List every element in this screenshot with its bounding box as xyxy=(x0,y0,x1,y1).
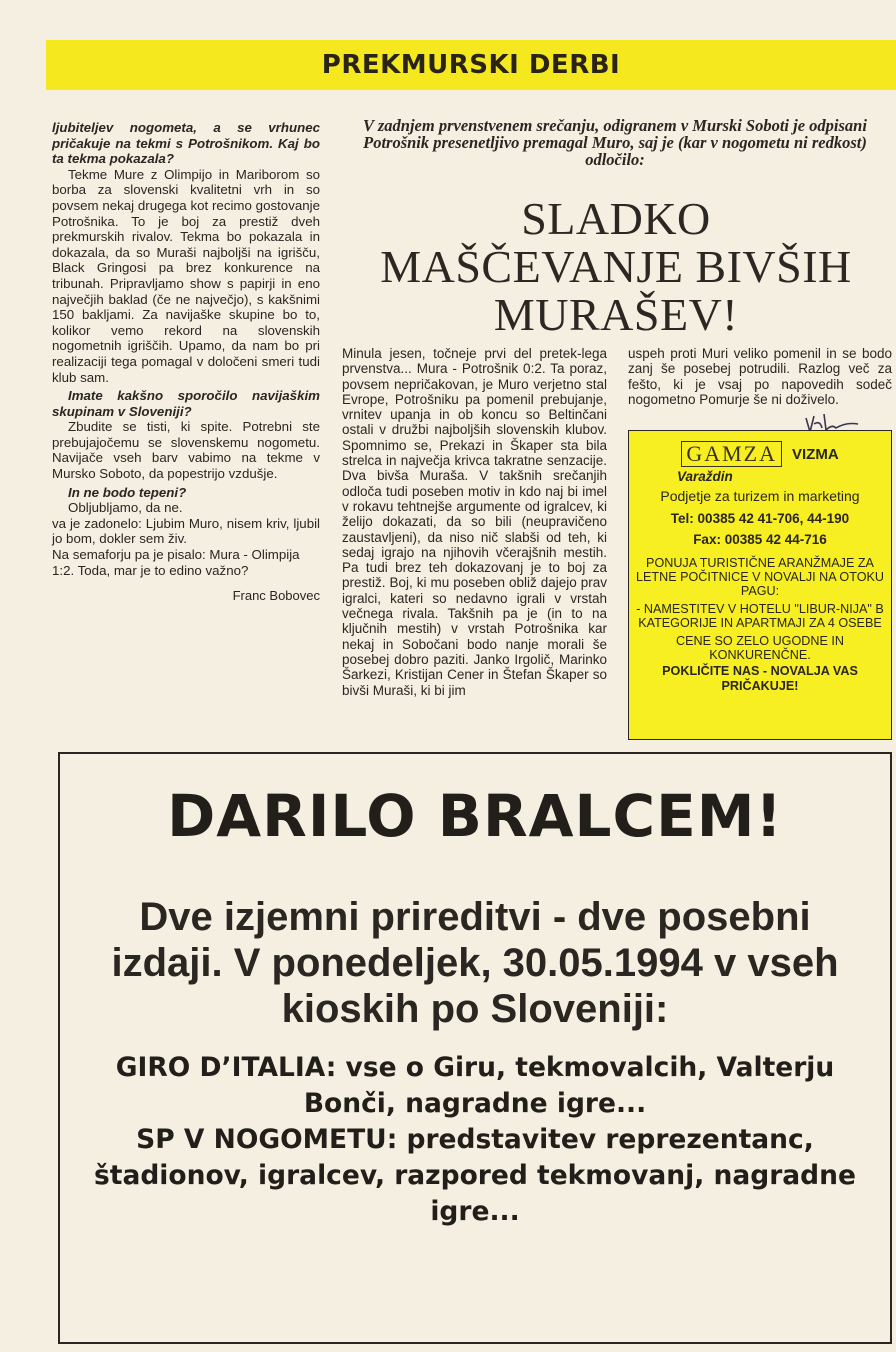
reader-gift-promo xyxy=(58,752,892,1344)
question-3: In ne bodo tepeni? xyxy=(68,484,187,500)
article-body-text: Minula jesen, točneje prvi del pretek-lega prvenstva... Mura - Potrošnik 0:2. Ta poraz, povsem nepričakovan, je Muro verjetno stal Evrope, Potrošniku pa pomenil prebujanje, vrnitev upanja in ob koncu so Beltinčani ostali v družbi najboljših slovenskih klubov. Spomnimo se, Prekazi in Škaper sta bila strelca in največja krivca takratne senzacije. Dva bivša Muraša. V takšnih srečanjih odloča tudi poseben motiv in kdo naj bi imel v rokavu tehtnejše argumente od igralcev, ki želijo dokazati, da so bili (neupravičeno zaustavljeni), da niso nič slabši od teh, ki sedaj igrajo na njihovih včerajšnih mestih. Pa tudi brez teh dokazovanj je to boj za prestiž. Boj, ki mu poseben obliž dajejo prav igralci, kateri so nedavno igrali v vrstah večnega rivala. Takšnih pa je (in to na ključnih mestih) v vrstah Potrošnika kar nekaj in Sobočani bodo nanje morali še posebej dobro paziti. Janko Irgolič, Marinko Šarkezi, Kristijan Cener in Štefan Škaper so bivši Muraši, ki bi jim xyxy=(342,346,607,698)
promo-body: Dve izjemni prireditvi - dve posebni izdaji. V ponedeljek, 30.05.1994 v vseh kioskih po Sloveniji: xyxy=(111,895,839,1031)
ad-fax: Fax: 00385 42 44-716 xyxy=(693,532,827,547)
ad-price-note: CENE SO ZELO UGODNE IN KONKURENČNE. xyxy=(676,634,844,662)
interview-column xyxy=(52,117,320,604)
ad-offer-details: - NAMESTITEV V HOTELU "LIBUR-NIJA" B KATEGORIJE IN APARTMAJI ZA 4 OSEBE xyxy=(636,602,884,630)
answer-2: Zbudite se tisti, ki spite. Potrebni ste prebujajočemu se slovenskemu nogometu. Navijače vseh barv vabimo na tekme v Mursko Soboto, da popestrijo vzdušje. xyxy=(52,419,320,482)
headline-line-3: MURAŠEV! xyxy=(493,289,739,340)
paragraph-chant: va je zadonelo: Ljubim Muro, nisem kriv, ljubil jo bom, dokler sem živ. xyxy=(52,515,320,547)
section-title: PREKMURSKI DERBI xyxy=(321,50,621,80)
article-headline xyxy=(340,195,892,339)
ad-header xyxy=(629,441,891,467)
question-2: Imate kakšno sporočilo navijaškim skupinam v Sloveniji? xyxy=(52,388,320,419)
section-banner xyxy=(46,40,896,90)
headline-line-1: SLADKO xyxy=(521,193,711,244)
answer-1: Tekme Mure z Olimpijo in Mariborom so borba za slovenski kvalitetni vrh in so povsem nekaj drugega kot recimo gostovanje Potrošnika. To je boj za prestiž dveh prekmurskih rivalov. Tekma bo pokazala in dokazala, da so Muraši najboljši na igrišču, Black Gringosi pa brez konkurence na tribunah. Pripravljamo show s papirji in eno največjih baklad (če ne največjo), s kakšnimi 150 bakljami. Za navijaške skupine bo to, kolikor vemo rekord na slovenskih nogometnih igriščih. Upamo, da nam bo pri realizaciji tega pomagal v določeni smeri tudi klub sam. xyxy=(52,166,320,385)
paragraph-score: Na semaforju pa je pisalo: Mura - Olimpija 1:2. Toda, mar je to edino važno? xyxy=(52,547,300,578)
ad-brand: VIZMA xyxy=(792,445,839,463)
promo-title: DARILO BRALCEM! xyxy=(167,782,783,850)
ad-tagline: Podjetje za turizem in marketing xyxy=(660,488,860,504)
ad-city: Varaždin xyxy=(677,469,733,484)
article-body-text-continued: uspeh proti Muri veliko pomenil in se bodo zanj še posebej potrudili. Razlog več za fešto, ki je vsaj po napovedih sodeč nogometno Pomurje še ni doživelo. xyxy=(628,346,892,407)
article-body-column-2 xyxy=(628,346,892,407)
question-1: ljubiteljev nogometa, a se vrhunec pričakuje na tekmi s Potrošnikom. Kaj bo ta tekma pokazala? xyxy=(52,120,320,167)
promo-item-giro: GIRO D’ITALIA: vse o Giru, tekmovalcih, Valterju Bonči, nagradne igre... xyxy=(115,1052,835,1119)
headline-line-2: MAŠČEVANJE BIVŠIH xyxy=(380,241,852,292)
travel-advertisement xyxy=(628,430,892,740)
ad-call-to-action: POKLIČITE NAS - NOVALJA VAS PRIČAKUJE! xyxy=(662,664,858,693)
promo-items xyxy=(60,1050,890,1230)
ad-telephone: Tel: 00385 42 41-706, 44-190 xyxy=(670,511,850,526)
gamza-logo: GAMZA xyxy=(681,441,782,467)
answer-3: Obljubljamo, da ne. xyxy=(68,500,183,516)
article-body-column-1 xyxy=(342,346,607,698)
article-deck: V zadnjem prvenstvenem srečanju, odigranem v Murski Soboti je odpisani Potrošnik presenetljivo premagal Muro, saj je (kar v nogometu ni redkost) odločilo: xyxy=(363,116,867,169)
promo-item-world-cup: SP V NOGOMETU: predstavitev reprezentanc, štadionov, igralcev, razpored tekmovanj, nagradne igre... xyxy=(94,1124,856,1227)
ad-offer: PONUJA TURISTIČNE ARANŽMAJE ZA LETNE POČITNICE V NOVALJI NA OTOKU PAGU: xyxy=(636,556,884,598)
author-signature: Franc Bobovec xyxy=(232,588,320,604)
